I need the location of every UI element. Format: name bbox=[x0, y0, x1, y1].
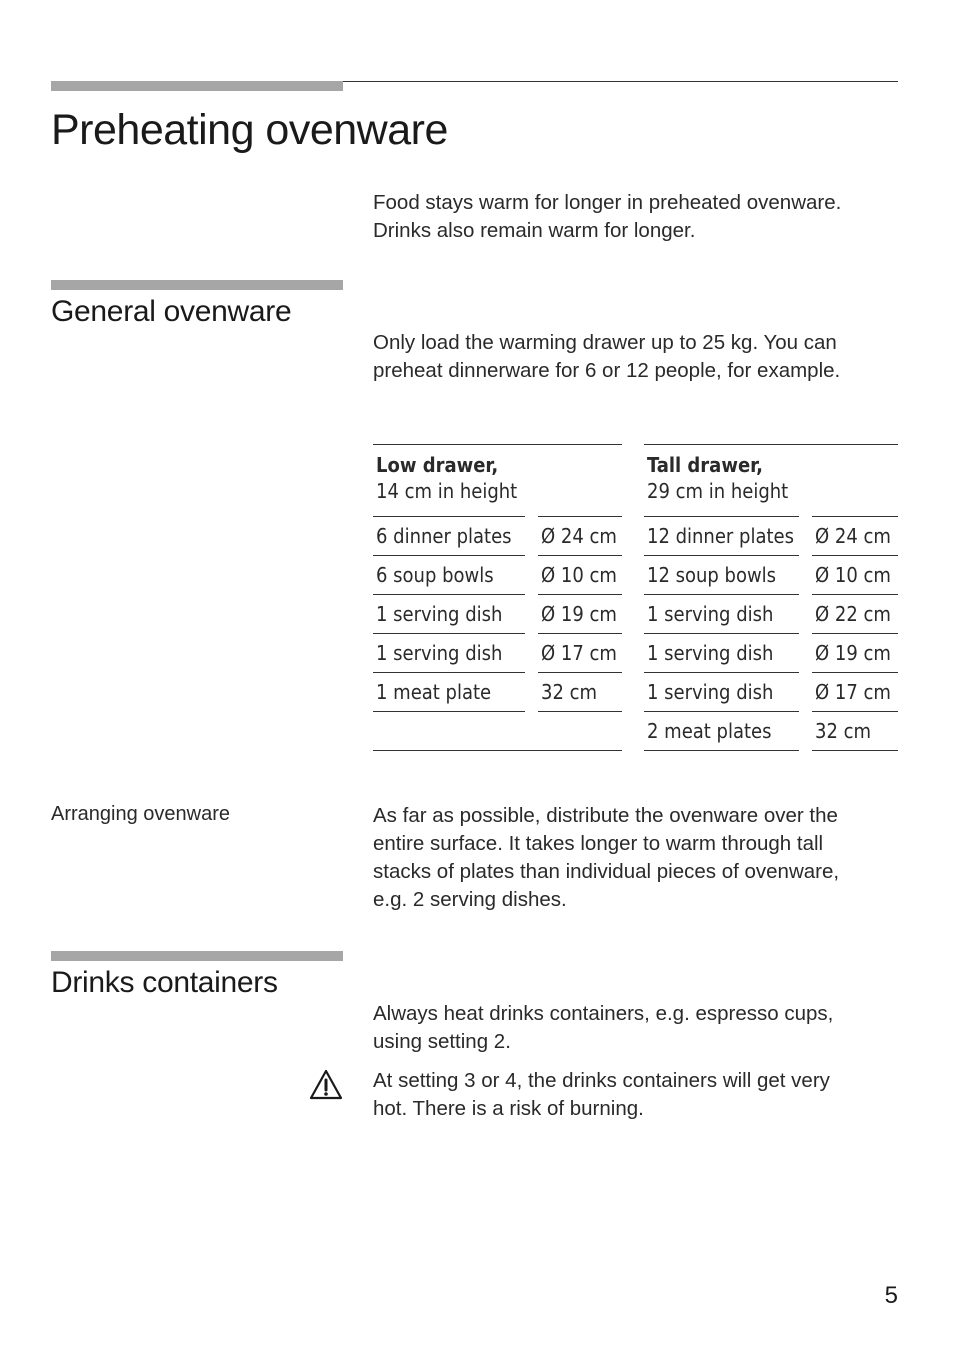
table-row bbox=[644, 634, 898, 673]
table-row bbox=[644, 595, 898, 634]
table-row bbox=[644, 673, 898, 712]
table-row bbox=[373, 516, 622, 556]
low-size: Ø 17 cm bbox=[538, 634, 622, 673]
low-item: 1 serving dish bbox=[373, 595, 525, 634]
intro-line-1: Food stays warm for longer in preheated ovenware. bbox=[373, 191, 842, 214]
title-rule-bar bbox=[51, 81, 343, 91]
tall-drawer-subtitle: 29 cm in height bbox=[647, 479, 789, 503]
low-drawer-header bbox=[373, 444, 622, 516]
general-line-2: preheat dinnerware for 6 or 12 people, for example. bbox=[373, 359, 841, 382]
drinks-line-1: Always heat drinks containers, e.g. espresso cups, bbox=[373, 1002, 834, 1025]
general-heading: General ovenware bbox=[51, 295, 292, 328]
warning-line-2: hot. There is a risk of burning. bbox=[373, 1097, 644, 1120]
page-number: 5 bbox=[884, 1282, 898, 1309]
tall-item: 1 serving dish bbox=[644, 595, 799, 634]
tall-size: Ø 22 cm bbox=[812, 595, 898, 634]
tall-item: 1 serving dish bbox=[644, 634, 799, 673]
table-row bbox=[373, 595, 622, 634]
general-line-1: Only load the warming drawer up to 25 kg. You can bbox=[373, 331, 837, 354]
tall-size: 32 cm bbox=[812, 712, 898, 751]
drinks-heading: Drinks containers bbox=[51, 966, 278, 999]
low-item: 6 soup bowls bbox=[373, 556, 525, 595]
table-row bbox=[373, 634, 622, 673]
tall-drawer-title: Tall drawer, bbox=[647, 453, 763, 477]
low-item: 1 meat plate bbox=[373, 673, 525, 712]
low-size: Ø 10 cm bbox=[538, 556, 622, 595]
low-size: Ø 19 cm bbox=[538, 595, 622, 634]
tall-size: Ø 24 cm bbox=[812, 516, 898, 556]
table-row bbox=[644, 556, 898, 595]
drinks-text bbox=[373, 1000, 913, 1056]
low-drawer-subtitle: 14 cm in height bbox=[376, 479, 518, 503]
warning-triangle-icon bbox=[309, 1069, 343, 1101]
low-item: 6 dinner plates bbox=[373, 516, 525, 556]
arranging-label: Arranging ovenware bbox=[51, 803, 230, 825]
low-item: 1 serving dish bbox=[373, 634, 525, 673]
title-rule-line bbox=[343, 81, 898, 82]
tall-item: 12 soup bowls bbox=[644, 556, 799, 595]
general-rule-bar bbox=[51, 280, 343, 290]
intro-line-2: Drinks also remain warm for longer. bbox=[373, 219, 696, 242]
page-title: Preheating ovenware bbox=[51, 106, 448, 154]
arranging-line-2: entire surface. It takes longer to warm through tall bbox=[373, 832, 824, 855]
low-drawer-title: Low drawer, bbox=[376, 453, 499, 477]
tall-item: 12 dinner plates bbox=[644, 516, 799, 556]
tall-drawer-table bbox=[644, 444, 898, 751]
intro-text bbox=[373, 189, 913, 245]
table-row bbox=[644, 712, 898, 751]
table-row bbox=[373, 556, 622, 595]
general-text bbox=[373, 329, 913, 385]
warning-line-1: At setting 3 or 4, the drinks containers will get very bbox=[373, 1069, 830, 1092]
warning-text bbox=[373, 1067, 913, 1123]
arranging-line-3: stacks of plates than individual pieces of ovenware, bbox=[373, 860, 840, 883]
tall-item: 1 serving dish bbox=[644, 673, 799, 712]
low-size: 32 cm bbox=[538, 673, 622, 712]
tall-item: 2 meat plates bbox=[644, 712, 799, 751]
table-row bbox=[644, 516, 898, 556]
arranging-line-1: As far as possible, distribute the ovenware over the bbox=[373, 804, 838, 827]
low-size: Ø 24 cm bbox=[538, 516, 622, 556]
arranging-line-4: e.g. 2 serving dishes. bbox=[373, 888, 567, 911]
table-row-empty bbox=[373, 712, 622, 751]
tall-drawer-header bbox=[644, 444, 898, 516]
arranging-text bbox=[373, 802, 913, 914]
drinks-line-2: using setting 2. bbox=[373, 1030, 511, 1053]
table-row bbox=[373, 673, 622, 712]
tall-size: Ø 17 cm bbox=[812, 673, 898, 712]
low-drawer-table bbox=[373, 444, 622, 751]
tall-size: Ø 10 cm bbox=[812, 556, 898, 595]
drinks-rule-bar bbox=[51, 951, 343, 961]
tall-size: Ø 19 cm bbox=[812, 634, 898, 673]
